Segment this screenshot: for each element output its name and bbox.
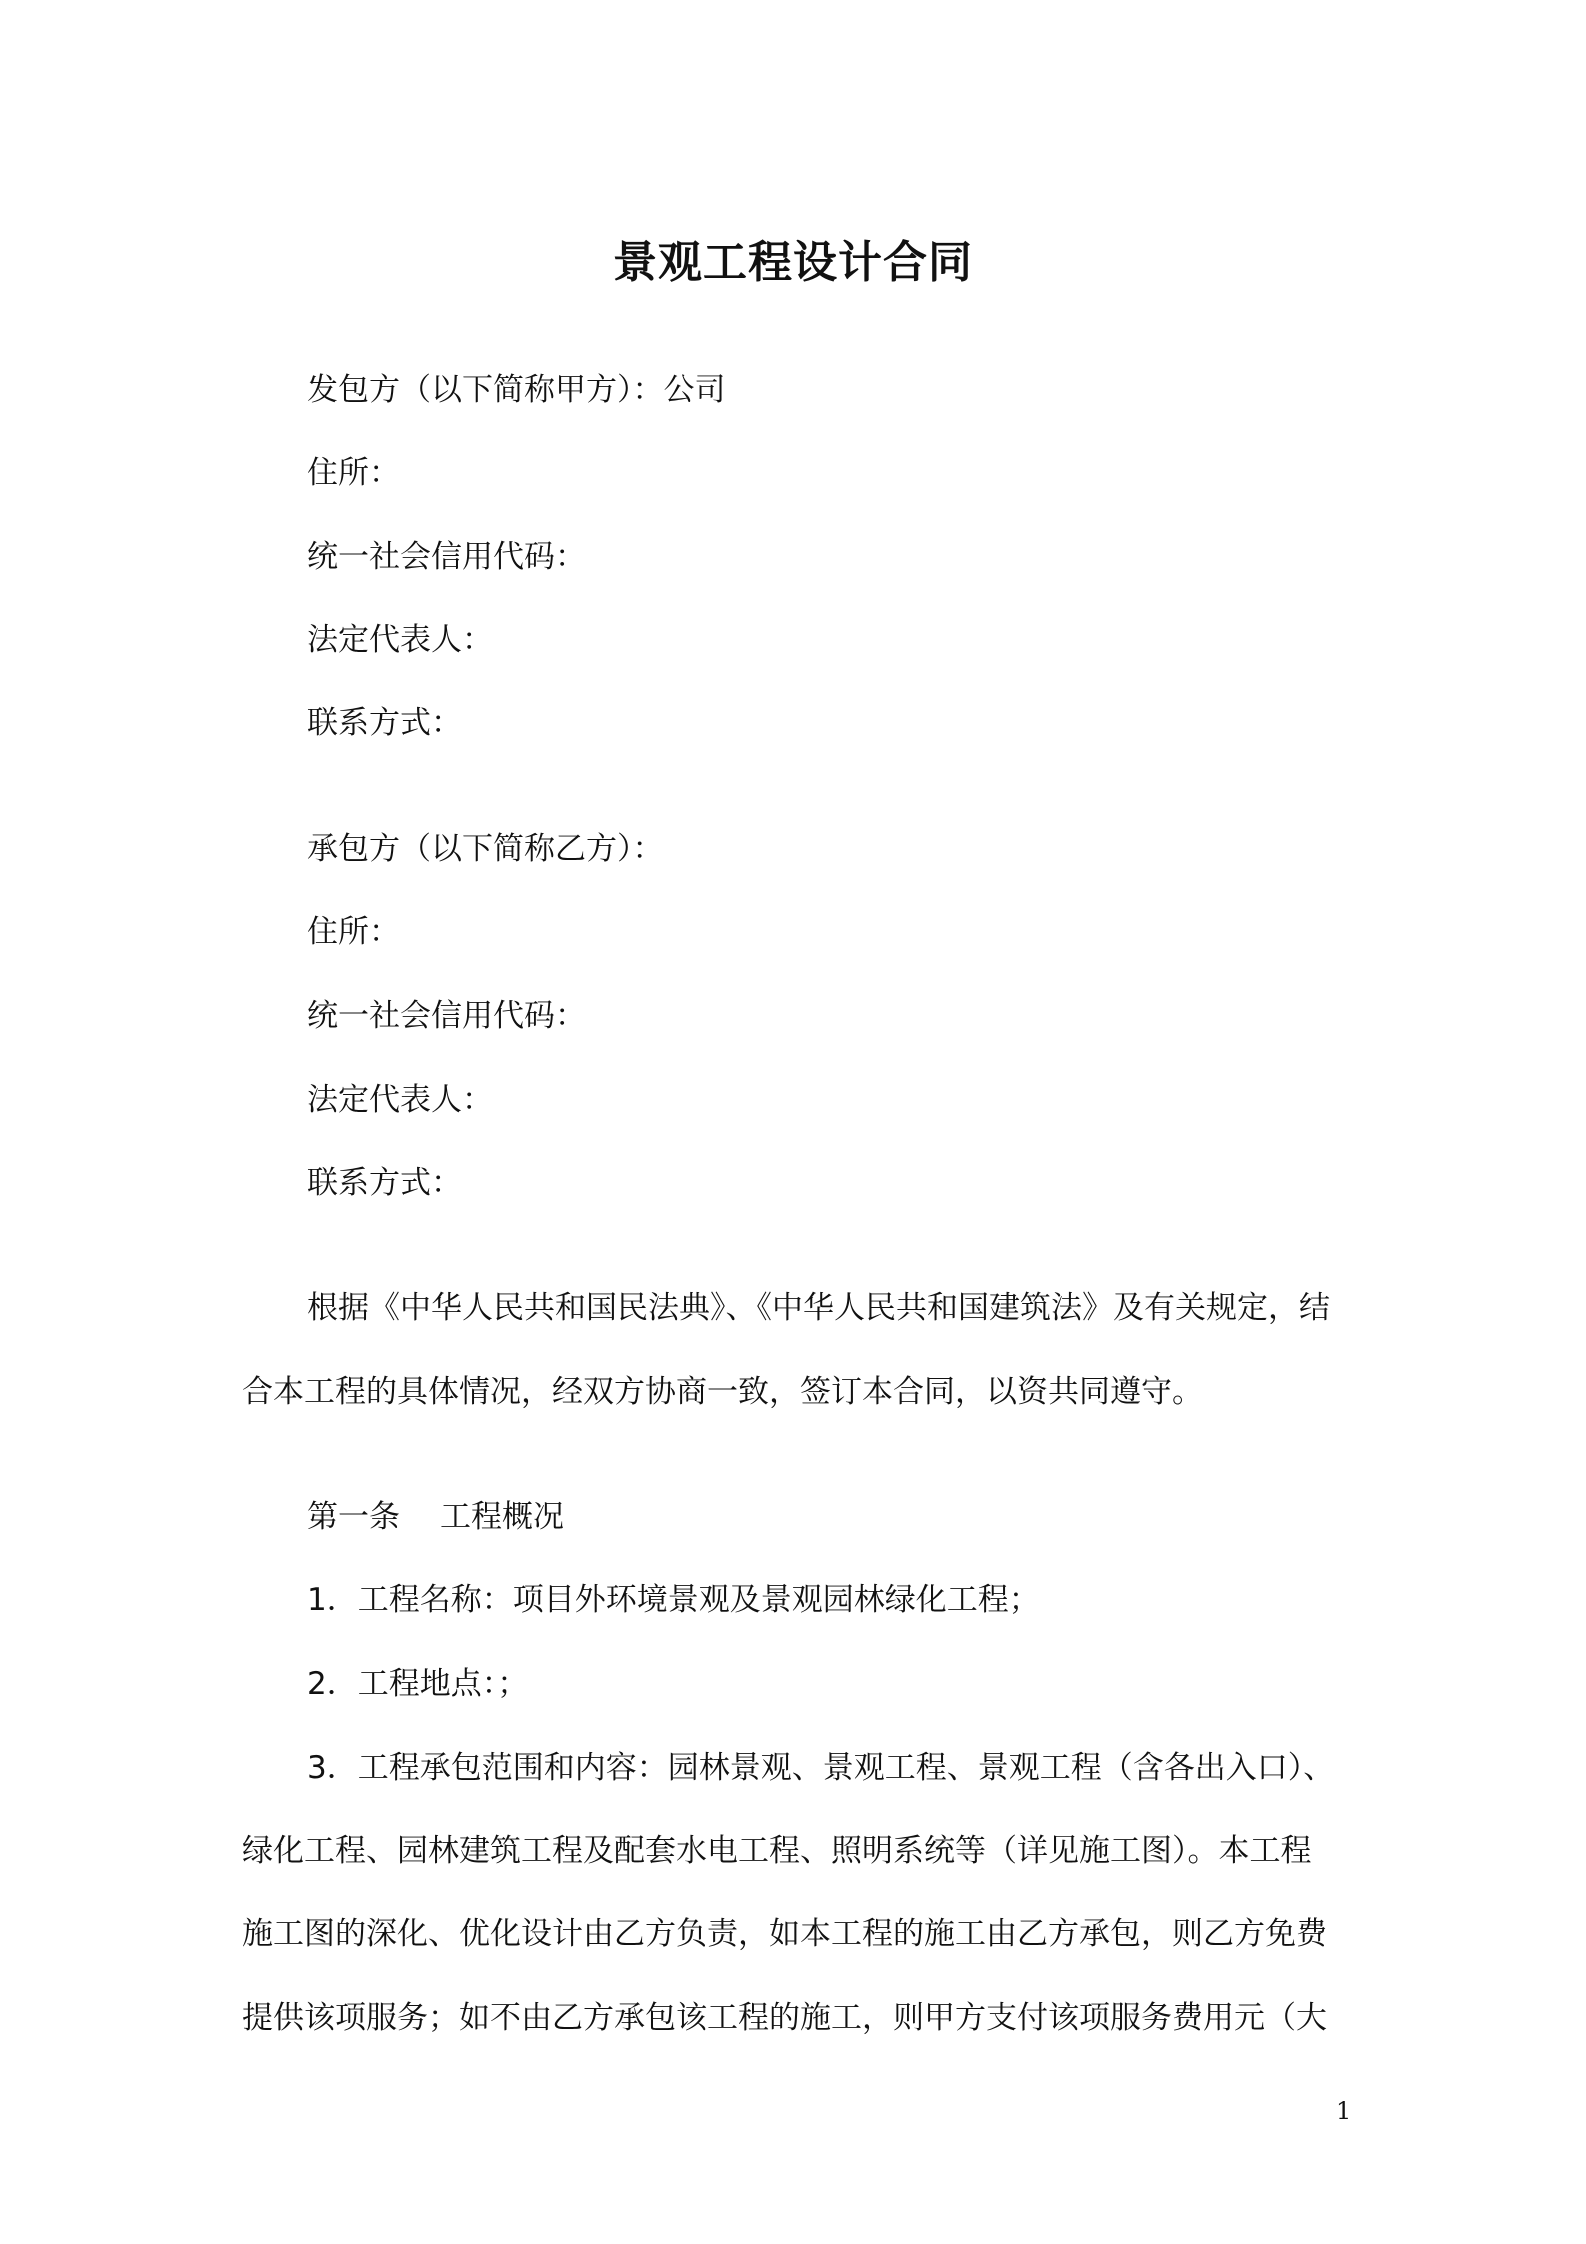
party-a-legal-rep: 法定代表人：	[307, 622, 493, 658]
party-a-contact: 联系方式：	[307, 705, 462, 741]
article-1-item-3-line-4: 提供该项服务；如不由乙方承包该工程的施工，则甲方支付该项服务费用元（大	[242, 2000, 1327, 2036]
article-1-item-3-line-2: 绿化工程、园林建筑工程及配套水电工程、照明系统等（详见施工图）。本工程	[242, 1833, 1312, 1869]
article-1-heading	[307, 1497, 564, 1537]
preamble-line-1: 根据《中华人民共和国民法典》、《中华人民共和国建筑法》及有关规定，结	[307, 1290, 1330, 1326]
party-a-credit-code: 统一社会信用代码：	[307, 539, 586, 575]
page-number: 1	[1336, 2097, 1352, 2125]
party-b-heading: 承包方（以下简称乙方）：	[307, 831, 664, 867]
preamble-line-2: 合本工程的具体情况，经双方协商一致，签订本合同，以资共同遵守。	[242, 1374, 1203, 1410]
article-1-item-3-line-3: 施工图的深化、优化设计由乙方负责，如本工程的施工由乙方承包，则乙方免费	[242, 1916, 1327, 1952]
party-b-address: 住所：	[307, 914, 400, 950]
article-1-number: 第一条	[307, 1499, 400, 1535]
article-1-item-2: 2．工程地点：；	[307, 1666, 529, 1702]
party-b-legal-rep: 法定代表人：	[307, 1082, 493, 1118]
article-1-item-3-line-1: 3．工程承包范围和内容：园林景观、景观工程、景观工程（含各出入口）、	[307, 1750, 1335, 1786]
party-a-heading: 发包方（以下简称甲方）：公司	[307, 372, 726, 408]
party-b-contact: 联系方式：	[307, 1165, 462, 1201]
party-b-credit-code: 统一社会信用代码：	[307, 998, 586, 1034]
article-1-item-1: 1．工程名称：项目外环境景观及景观园林绿化工程；	[307, 1582, 1040, 1618]
article-1-title: 工程概况	[440, 1499, 564, 1535]
document-title: 景观工程设计合同	[613, 237, 973, 288]
party-a-address: 住所：	[307, 455, 400, 491]
